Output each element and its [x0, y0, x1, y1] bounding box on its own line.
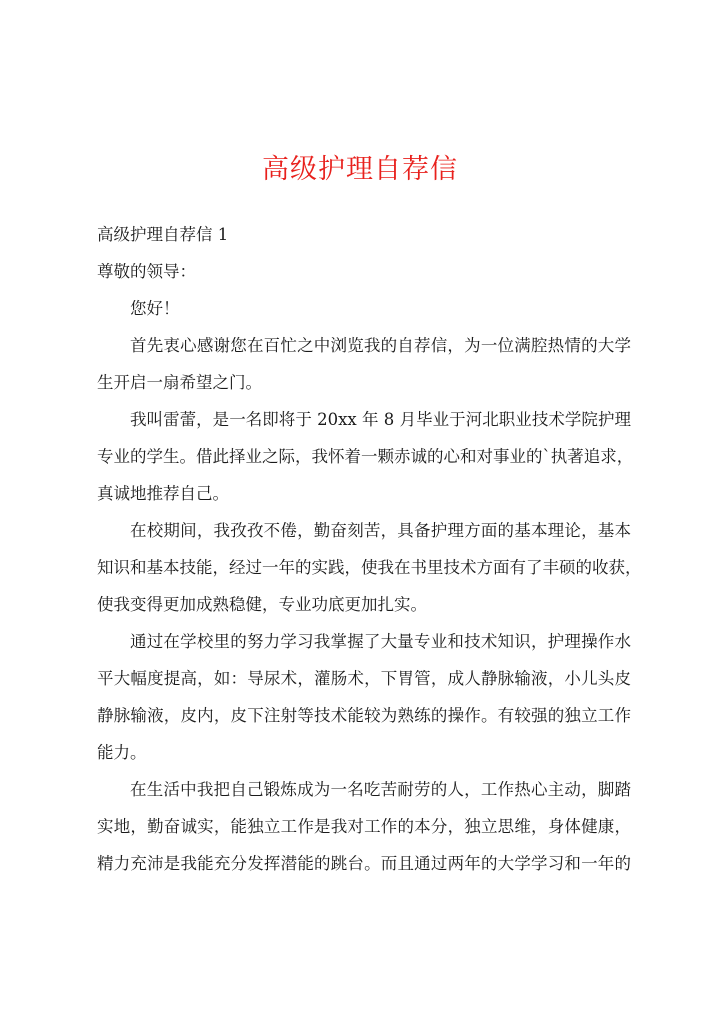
paragraph-line: 我叫雷蕾，是一名即将于 20xx 年 8 月毕业于河北职业技术学院护理 [130, 410, 631, 429]
paragraph-line: 生开启一扇希望之门。 [97, 373, 262, 392]
paragraph-line: 通过在学校里的努力学习我掌握了大量专业和技术知识，护理操作水 [130, 632, 631, 651]
paragraph-line: 静脉输液，皮内，皮下注射等技术能较为熟练的操作。有较强的独立工作 [97, 706, 631, 725]
document-body [97, 216, 642, 882]
paragraph-line: 真诚地推荐自己。 [97, 484, 229, 503]
paragraph-line: 使我变得更加成熟稳健，专业功底更加扎实。 [97, 595, 427, 614]
paragraph-line: 精力充沛是我能充分发挥潜能的跳台。而且通过两年的大学学习和一年的 [97, 854, 631, 873]
section-heading: 高级护理自荐信 1 [97, 225, 229, 244]
document-title: 高级护理自荐信 [262, 154, 458, 185]
paragraph-line: 在生活中我把自己锻炼成为一名吃苦耐劳的人，工作热心主动，脚踏 [130, 780, 631, 799]
greeting: 您好！ [130, 299, 180, 318]
paragraph-line: 实地，勤奋诚实，能独立工作是我对工作的本分，独立思维，身体健康， [97, 817, 631, 836]
paragraph-line: 在校期间，我孜孜不倦，勤奋刻苦，具备护理方面的基本理论，基本 [130, 521, 631, 540]
paragraph-line: 专业的学生。借此择业之际，我怀着一颗赤诚的心和对事业的`执著追求， [97, 447, 634, 466]
paragraph-line: 能力。 [97, 743, 147, 762]
paragraph-line: 首先衷心感谢您在百忙之中浏览我的自荐信，为一位满腔热情的大学 [130, 336, 631, 355]
salutation: 尊敬的领导： [97, 262, 196, 281]
paragraph-line: 知识和基本技能，经过一年的实践，使我在书里技术方面有了丰硕的收获， [97, 558, 642, 577]
paragraph-line: 平大幅度提高，如：导尿术，灌肠术，下胃管，成人静脉输液，小儿头皮 [97, 669, 631, 688]
